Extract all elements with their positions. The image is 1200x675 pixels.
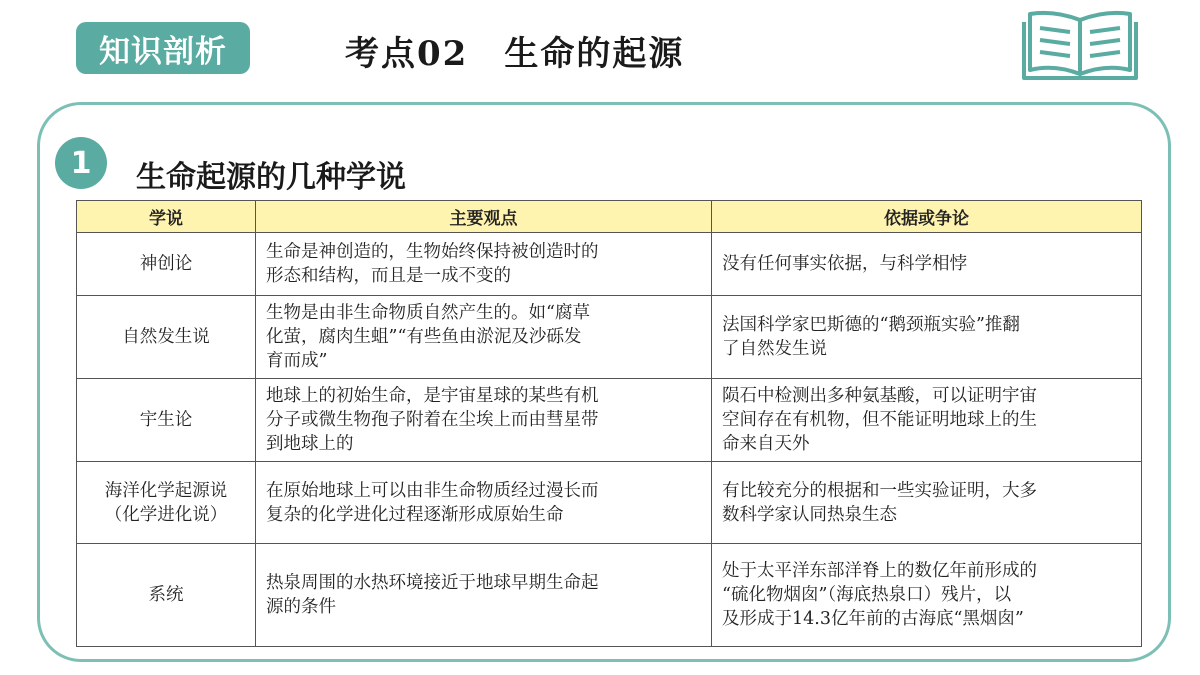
cell-view: 热泉周围的水热环境接近于地球早期生命起 源的条件 [256,544,712,647]
cell-view: 生物是由非生命物质自然产生的。如“腐草 化萤，腐肉生蛆”“有些鱼由淤泥及沙砾发 育而成” [256,296,712,379]
cell-theory: 神创论 [77,233,256,296]
cell-evidence: 有比较充分的根据和一些实验证明，大多 数科学家认同热泉生态 [712,462,1142,544]
cell-evidence: 处于太平洋东部洋脊上的数亿年前形成的 “硫化物烟囱”（海底热泉口）残片，以 及形成于14.3亿年前的古海底“黑烟囱” [712,544,1142,647]
page-title: 考点02 生命的起源 [345,34,685,74]
cell-evidence: 陨石中检测出多种氨基酸，可以证明宇宙 空间存在有机物，但不能证明地球上的生 命来自天外 [712,379,1142,462]
table-header-row [77,201,1142,233]
cell-evidence: 没有任何事实依据，与科学相悖 [712,233,1142,296]
table-row [77,233,1142,296]
table-row [77,544,1142,647]
column-header-theory: 学说 [77,201,256,233]
column-header-view: 主要观点 [256,201,712,233]
theories-table [76,200,1142,647]
cell-view: 地球上的初始生命，是宇宙星球的某些有机 分子或微生物孢子附着在尘埃上而由彗星带 到地球上的 [256,379,712,462]
section-title: 生命起源的几种学说 [136,160,406,195]
cell-theory: 自然发生说 [77,296,256,379]
cell-view: 在原始地球上可以由非生命物质经过漫长而 复杂的化学进化过程逐渐形成原始生命 [256,462,712,544]
open-book-icon [1022,8,1140,80]
section-badge: 知识剖析 [76,22,250,74]
table-row [77,296,1142,379]
column-header-evidence: 依据或争论 [712,201,1142,233]
cell-evidence: 法国科学家巴斯德的“鹅颈瓶实验”推翻 了自然发生说 [712,296,1142,379]
cell-view: 生命是神创造的，生物始终保持被创造时的 形态和结构，而且是一成不变的 [256,233,712,296]
cell-theory: 系统 [77,544,256,647]
section-number: 1 [55,137,107,189]
cell-theory: 宇生论 [77,379,256,462]
cell-theory: 海洋化学起源说 （化学进化说） [77,462,256,544]
table-row [77,462,1142,544]
table-row [77,379,1142,462]
